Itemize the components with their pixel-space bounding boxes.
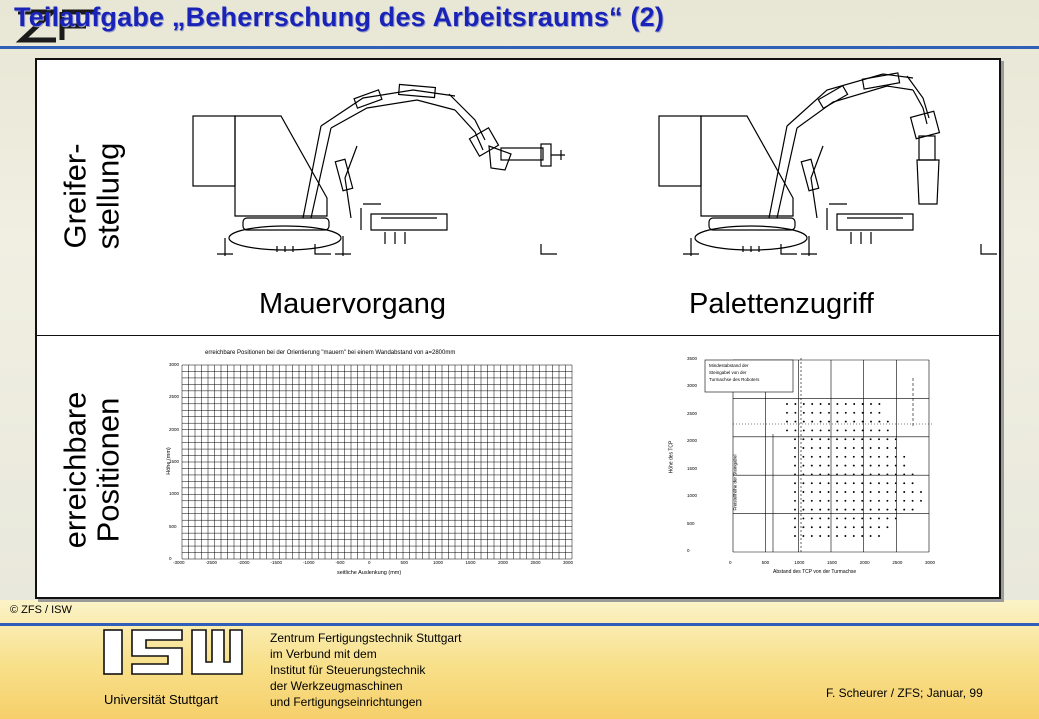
left-chart-x-tick: -500 [335,560,345,565]
reachable-point [853,447,855,449]
reachable-point [820,412,822,414]
reachable-point [844,465,846,467]
annotation-line-2: Steingabel von der [709,370,747,375]
reachable-point [811,438,813,440]
right-chart-x-tick: 500 [761,560,770,565]
reachable-point [895,447,897,449]
reachable-point [819,465,821,467]
left-chart-x-tick: -1500 [270,560,283,565]
reachable-point [870,535,872,537]
reachable-point [811,535,813,537]
university-name: Universität Stuttgart [104,692,219,707]
reachable-point [802,456,804,458]
reachable-point [853,412,855,414]
left-chart-x-tick: 500 [400,560,409,565]
reachable-point [844,526,846,528]
reachable-point [819,456,821,458]
reachable-point [886,517,888,519]
reachable-point [844,500,846,502]
row-top-label-line-2: stellung [90,142,126,250]
reachable-point [794,491,796,493]
reachable-point [903,491,905,493]
reachable-point [819,517,821,519]
left-chart-y-tick: 500 [169,523,177,529]
reachable-point [870,403,872,405]
robot-drawing-pallet-access [651,68,1001,258]
reachable-point [861,473,863,475]
gripper-position-label [51,76,131,316]
reachable-point [819,535,821,537]
reachable-point [803,421,805,423]
reachable-point [853,403,855,405]
reachable-point [811,482,813,484]
reachable-point [912,491,914,493]
reachable-point [870,429,872,431]
reachable-point [862,412,864,414]
reachable-point [811,412,813,414]
institute-line-3: Institut für Steuerungstechnik [270,663,426,677]
reachable-point [895,509,897,511]
right-chart-inner-label: Freistellhöhe der Steingabel [732,454,738,511]
left-chart-x-tick: -2500 [205,560,218,565]
reachable-point [870,482,872,484]
reachable-point [828,482,830,484]
left-chart-x-label: seitliche Auslenkung (mm) [337,570,402,576]
reachable-point [828,421,830,423]
reachable-point [861,535,863,537]
reachable-point [878,403,880,405]
reachable-point [853,526,855,528]
institute-line-1: Zentrum Fertigungstechnik Stuttgart [270,631,462,645]
reachable-point [802,473,804,475]
reachable-point [820,421,822,423]
reachable-point [920,491,922,493]
reachable-point [794,412,796,414]
reachable-point [802,509,804,511]
reachable-point [845,403,847,405]
reachable-point [802,482,804,484]
reachable-point [828,517,830,519]
reachable-point [870,517,872,519]
panel-divider [37,335,999,336]
reachable-point [886,482,888,484]
reachable-point [828,500,830,502]
reachable-point [861,456,863,458]
left-chart-y-tick: 3000 [169,362,180,367]
reachable-point [786,403,788,405]
reachable-point [861,447,863,449]
reachable-point [844,509,846,511]
caption-walling: Mauervorgang [259,288,446,320]
left-chart-x-tick: 0 [368,560,371,565]
title-rule [0,46,1039,49]
author-date: F. Scheurer / ZFS; Januar, 99 [826,686,983,700]
robot-drawing-walling [185,68,565,258]
reachable-point [811,429,813,431]
reachable-point [802,438,804,440]
reachable-point [870,500,872,502]
reachable-point [886,500,888,502]
right-chart-y-tick: 0 [687,548,690,553]
reachable-point [845,421,847,423]
right-chart-y-tick: 1500 [687,465,698,471]
left-chart-x-tick: -1000 [303,560,315,565]
reachable-point [844,447,846,449]
reachable-point [853,473,855,475]
institute-line-5: und Fertigungseinrichtungen [270,695,423,709]
reachable-point [836,491,838,493]
reachable-point [870,473,872,475]
reachable-point [844,438,846,440]
left-chart-x-tick: 1500 [465,560,476,565]
reachable-point [895,438,897,440]
reachable-point [861,500,863,502]
reachable-point [811,491,813,493]
reachable-point [853,509,855,511]
reachable-point [836,421,838,423]
reachable-point [878,526,880,528]
reachable-point [819,482,821,484]
reachable-point [912,482,914,484]
reachable-point [878,509,880,511]
reachable-point [803,429,805,431]
right-chart-y-tick: 3000 [687,383,698,389]
right-chart-y-tick: 1000 [687,493,698,499]
reachable-point [886,509,888,511]
reachable-point [819,509,821,511]
left-chart-x-tick: 2500 [530,560,541,565]
reachable-point [802,465,804,467]
reachable-point [853,438,855,440]
right-chart-y-label: Höhe des TCP [668,440,675,474]
reachable-point [836,403,838,405]
reachable-point [878,517,880,519]
reachable-point [794,473,796,475]
reachable-point [820,403,822,405]
reachable-point [861,517,863,519]
row-top-label-line-1: Greifer- [57,143,93,249]
left-chart-y-label: Höhe (mm) [165,447,172,475]
caption-pallet-access: Palettenzugriff [689,288,874,320]
reachable-point [803,412,805,414]
reachable-point [844,491,846,493]
reachable-point [836,500,838,502]
right-chart-x-tick: 0 [729,560,732,565]
reachable-point [861,482,863,484]
reachable-point [870,456,872,458]
reachable-point [786,412,788,414]
reachable-point [844,482,846,484]
reachable-point [811,447,813,449]
reachable-point [903,482,905,484]
reachable-point [861,509,863,511]
content-panel [35,58,1001,599]
reachable-point [819,491,821,493]
right-chart-x-tick: 1500 [827,560,838,565]
reachable-point [811,509,813,511]
reachable-point [836,438,838,440]
reachable-point [811,526,813,528]
reachable-point [836,429,838,431]
right-chart-y-tick: 2500 [687,410,698,416]
reachable-point [836,473,838,475]
reachable-point [828,403,830,405]
reachable-point [878,429,880,431]
reachable-point [903,473,905,475]
reachable-point [887,421,889,423]
reachable-point [895,517,897,519]
left-chart-y-tick: 1500 [169,459,180,464]
reachable-point [811,403,813,405]
reachable-point [878,473,880,475]
reachable-point [811,473,813,475]
reachable-point [844,456,846,458]
reachable-point [853,456,855,458]
reachable-point [844,535,846,537]
reachable-point [836,482,838,484]
reachable-point [819,473,821,475]
annotation-line-1: Mindestabstand der [709,363,749,368]
row-bottom-label-line-2: Positionen [90,397,125,543]
reachable-point [844,473,846,475]
slide-title: Teilaufgabe „Beherrschung des Arbeitsraums“ (2) [14,2,665,32]
reachable-point [886,473,888,475]
left-chart-x-tick: -3000 [173,560,185,565]
reachable-point [862,429,864,431]
reachable-point [862,421,864,423]
reachable-point [862,403,864,405]
left-chart-grid [181,364,573,560]
reachable-point [870,509,872,511]
reachable-point [802,526,804,528]
copyright: © ZFS / ISW [10,604,72,616]
reachable-point [853,517,855,519]
reachable-point [811,465,813,467]
reachable-point [895,456,897,458]
reachable-point [836,517,838,519]
left-chart-y-tick: 2500 [169,394,180,400]
reachable-point [836,456,838,458]
reachable-point [887,429,889,431]
reachable-point [802,447,804,449]
reachable-point [861,491,863,493]
reachable-point [886,438,888,440]
reachable-point [828,473,830,475]
reachable-point [794,438,796,440]
reachable-point [828,509,830,511]
right-chart-x-label: Abstand des TCP von der Turmachse [773,569,857,575]
reachable-point [845,429,847,431]
reachable-point [836,412,838,414]
reachable-point [886,456,888,458]
reachable-point [836,465,838,467]
reachable-point [912,473,914,475]
reachable-point [828,491,830,493]
reachable-point [802,517,804,519]
reachable-point [853,482,855,484]
reachable-point [811,517,813,519]
reachable-point [895,482,897,484]
reachable-point [853,491,855,493]
reachable-point [836,535,838,537]
reachable-point [878,465,880,467]
right-chart-x-tick: 2000 [859,560,870,565]
annotation-line-3: Turmachse des Roboters [709,377,760,382]
reachable-point [836,509,838,511]
reachable-point [828,535,830,537]
reachable-point [870,447,872,449]
reachable-point [853,535,855,537]
reachable-point [878,456,880,458]
reachable-point [878,491,880,493]
right-chart-y-tick: 2000 [687,438,698,444]
left-chart-x-tick: -2000 [238,560,250,565]
reachable-point [886,465,888,467]
reachable-point [903,509,905,511]
reachable-point [811,421,813,423]
right-chart-y-tick: 500 [687,520,695,526]
right-chart-annotation [709,362,759,383]
left-chart-y-tick: 1000 [169,491,180,497]
reachable-point [895,465,897,467]
reachable-point [895,491,897,493]
reachable-point [870,526,872,528]
reachable-point [794,517,796,519]
reachable-point [853,465,855,467]
reachable-point [920,500,922,502]
right-chart-x-tick: 3000 [925,560,936,565]
reachable-point [845,412,847,414]
reachable-point [794,429,796,431]
left-chart-y-tick: 0 [169,556,172,561]
reachable-point [794,482,796,484]
reachable-point [836,447,838,449]
reachable-point [878,438,880,440]
reachable-point [903,500,905,502]
institute-block [270,630,461,710]
reachable-point [828,412,830,414]
reachable-point [802,491,804,493]
reachable-point [836,526,838,528]
reachable-point [811,500,813,502]
left-chart-y-tick: 2000 [169,426,180,432]
row-bottom-label-line-1: erreichbare [57,391,92,549]
reachable-point [878,482,880,484]
reachable-point [878,500,880,502]
reachable-point [786,429,788,431]
reachable-point [903,465,905,467]
reachable-point [794,509,796,511]
reachable-point [802,535,804,537]
reachable-point [819,438,821,440]
reachable-point [819,500,821,502]
reachable-point [794,447,796,449]
reachable-point [819,526,821,528]
reachable-point [861,438,863,440]
left-chart-title: erreichbare Positionen bei der Orientierung "mauern" bei einem Wandabstand von a=2800mm [205,350,456,356]
institute-line-4: der Werkzeugmaschinen [270,679,403,693]
reachable-point [886,447,888,449]
reachable-point [870,465,872,467]
reachable-point [861,526,863,528]
reachable-point [794,500,796,502]
reachable-point [870,412,872,414]
reachable-point [878,447,880,449]
reachable-point [886,526,888,528]
reachable-point [828,465,830,467]
reachable-point [895,500,897,502]
reachable-positions-label [51,350,131,590]
reachable-point [844,517,846,519]
reachable-point [794,535,796,537]
right-chart-x-tick: 2500 [892,560,903,565]
reachable-point [794,403,796,405]
reachable-point [786,421,788,423]
reachable-point [870,421,872,423]
left-chart-x-tick: 2000 [498,560,509,565]
isw-logo [102,626,244,678]
institute-line-2: im Verbund mit dem [270,647,377,661]
reachable-point [803,403,805,405]
reachable-point [878,421,880,423]
reachable-point [878,412,880,414]
reachable-point [819,447,821,449]
reachable-point [853,421,855,423]
reachable-point [853,429,855,431]
reachable-point [828,447,830,449]
reachable-point [895,473,897,475]
reachable-point [861,465,863,467]
reachable-point [912,500,914,502]
reachable-point [802,500,804,502]
reachable-point [794,526,796,528]
reachable-point [828,526,830,528]
reachable-point [853,500,855,502]
reachable-point [870,491,872,493]
reachable-point [794,465,796,467]
reachable-point [878,535,880,537]
reachable-point [828,429,830,431]
reachable-point [811,456,813,458]
reachable-point [886,491,888,493]
reachable-point [903,456,905,458]
reachable-point [912,509,914,511]
left-chart-x-tick: 3000 [563,560,574,565]
reachable-point [794,456,796,458]
reachable-point [870,438,872,440]
reachable-point [828,456,830,458]
right-chart-y-tick: 3500 [687,356,698,361]
left-chart-x-tick: 1000 [433,560,444,565]
right-chart-x-tick: 1000 [794,560,805,565]
reachable-point [820,429,822,431]
reachable-point [794,421,796,423]
reachable-point [828,438,830,440]
